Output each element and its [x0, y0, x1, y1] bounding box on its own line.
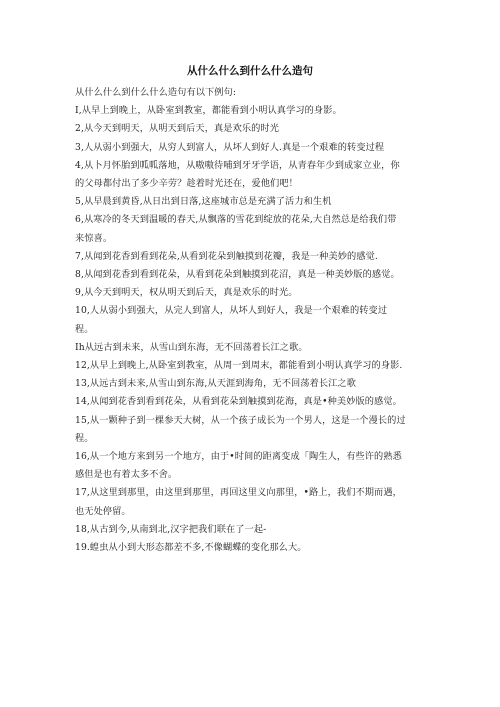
sentence-line: 6,从寒冷的冬天到温暖的春天,从飘落的雪花到绽放的花朵,大自然总是给我们带	[75, 214, 397, 226]
sentence-line: 13,从远古到未来,从雪山到东海,从天涯到海角，无不回荡着长江之歌	[75, 378, 357, 390]
sentence-line: 9,从今天到明天，权从明天到后天，真是欢乐的时光。	[75, 287, 298, 299]
document-body	[75, 84, 430, 557]
document-title: 从什么什么到什么什么造句	[187, 65, 313, 77]
sentence-line: 也无处停留。	[75, 505, 131, 517]
sentence-line: 17,从这里到那里，由这里到那里，再回这里义向那里，•路上，我们不期而遇，	[75, 487, 402, 499]
sentence-line: 2,从今天到明天，从明天到后天，真是欢乐的时光	[75, 123, 280, 135]
sentence-line: 16,从一个地方来到另一个地方，由于•时间的距离变成「陶生人，有些许的熟悉	[75, 451, 402, 463]
sentence-line: 8,从闻到花香到看到花朵，从看到花朵到触摸到花沼，真是一种美妙版的感觉。	[75, 269, 400, 281]
sentence-line: Ih从远古到未来，从雪山到东海，无不回荡着长江之歌。	[75, 341, 308, 353]
sentence-line: 3,人从弱小到强大，从穷人到富人，从坏人到好人.真是一个艰难的转变过程	[75, 141, 385, 153]
sentence-line: 10,人从弱小到强大，从完人到富人，从坏人到好人，我是一个艰难的转变过	[75, 305, 388, 317]
sentence-line: 14,从闻到花香到看到花朵，从看到花朵到触摸到花海，真是•种美妙版的感觉。	[75, 396, 402, 408]
sentence-line: 4,从卜月怀胎到呱呱落地，从嗷嗷待哺到牙牙学语，从青春年少到成家立业，你	[75, 159, 400, 171]
sentence-line: 18,从古到今,从南到北,汉字把我们联在了一起-	[75, 523, 267, 535]
sentence-line: 15,从一颗种子到一棵参天大树，从一个孩子成长为一个男人，这是一个漫长的过	[75, 414, 406, 426]
sentence-line: 程。	[75, 323, 94, 335]
sentence-line: 7,从闻到花香到看到花朵,从看到花朵到触摸到花瓣，我是一种美妙的感觉.	[75, 250, 378, 262]
sentence-line: 5,从早晨到黄昏,从日出到日落,这座城市总是充满了活力和生机	[75, 196, 332, 208]
sentence-line: 的父母都付出了多少辛劳？趁着时光还在，爱他们吧！	[75, 178, 298, 190]
intro-line: 从什么什么到什么什么造句有以下例句:	[75, 87, 237, 98]
sentence-line: 程。	[75, 432, 94, 444]
sentence-line: 感但是也有着太多不舍。	[75, 469, 178, 481]
sentence-line: I,从早上到晚上，从卧室到教室，都能看到小明认真学习的身影。	[75, 105, 342, 117]
sentence-line: 来惊喜。	[75, 232, 113, 244]
sentence-line: 19.蝗虫从小到大形态都差不多,不像蝴蝶的变化那么大。	[75, 542, 307, 554]
sentence-line: 12,从早上到晚上,从卧室到教室，从周一到周末，都能看到小明认真学习的身影.	[75, 360, 403, 372]
